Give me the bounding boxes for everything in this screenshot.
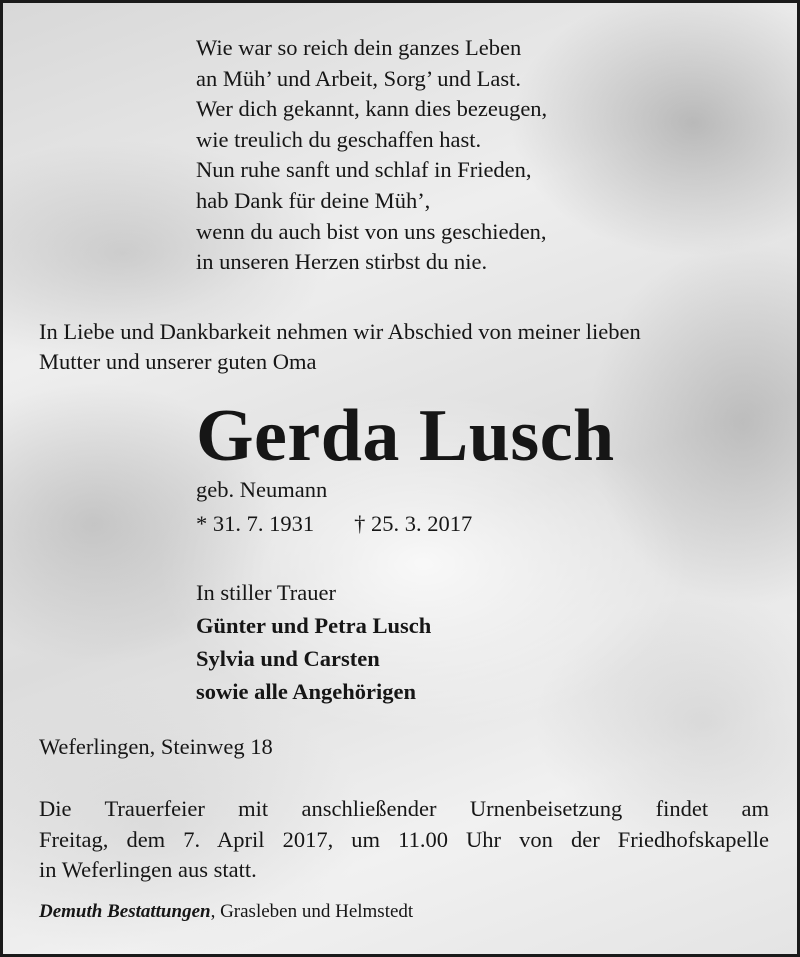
poem-line: an Müh’ und Arbeit, Sorg’ und Last. <box>196 65 521 91</box>
intro-line: Mutter und unserer guten Oma <box>39 349 317 374</box>
poem-line: in unseren Herzen stirbst du nie. <box>196 249 488 275</box>
mourner-name: Sylvia und Carsten <box>196 646 380 671</box>
poem-line: Nun ruhe sanft und schlaf in Frieden, <box>196 157 532 183</box>
intro-text <box>39 317 769 377</box>
life-dates <box>196 511 472 537</box>
mourners-block <box>196 576 431 708</box>
ceremony-info <box>39 794 769 886</box>
poem-line: hab Dank für deine Müh’, <box>196 187 431 213</box>
poem-line: wie treulich du geschaffen hast. <box>196 126 482 152</box>
maiden-name: geb. Neumann <box>196 477 328 502</box>
deceased-name: Gerda Lusch <box>196 395 615 477</box>
address: Weferlingen, Steinweg 18 <box>39 734 273 759</box>
intro-line: In Liebe und Dankbarkeit nehmen wir Abschied von meiner lieben <box>39 319 641 344</box>
ceremony-line: in Weferlingen aus statt. <box>39 857 257 882</box>
mourner-name: Günter und Petra Lusch <box>196 613 432 638</box>
ceremony-line: Die Trauerfeier mit anschließender Urnenbeisetzung findet am <box>39 796 769 821</box>
mourner-name: sowie alle Angehörigen <box>196 679 416 704</box>
poem-line: wenn du auch bist von uns geschieden, <box>196 218 547 244</box>
poem-line: Wer dich gekannt, kann dies bezeugen, <box>196 96 548 122</box>
funeral-home-locations: , Grasleben und Helmstedt <box>210 901 414 922</box>
funeral-home-name: Demuth Bestattungen <box>39 901 211 922</box>
ceremony-line: Freitag, dem 7. April 2017, um 11.00 Uhr von der Friedhofskapelle <box>39 826 769 852</box>
death-date: † 25. 3. 2017 <box>354 511 473 536</box>
memorial-poem <box>196 33 547 278</box>
birth-date: * 31. 7. 1931 <box>196 511 315 536</box>
funeral-home <box>39 901 413 923</box>
poem-line: Wie war so reich dein ganzes Leben <box>196 35 522 60</box>
mourning-heading: In stiller Trauer <box>196 580 336 605</box>
